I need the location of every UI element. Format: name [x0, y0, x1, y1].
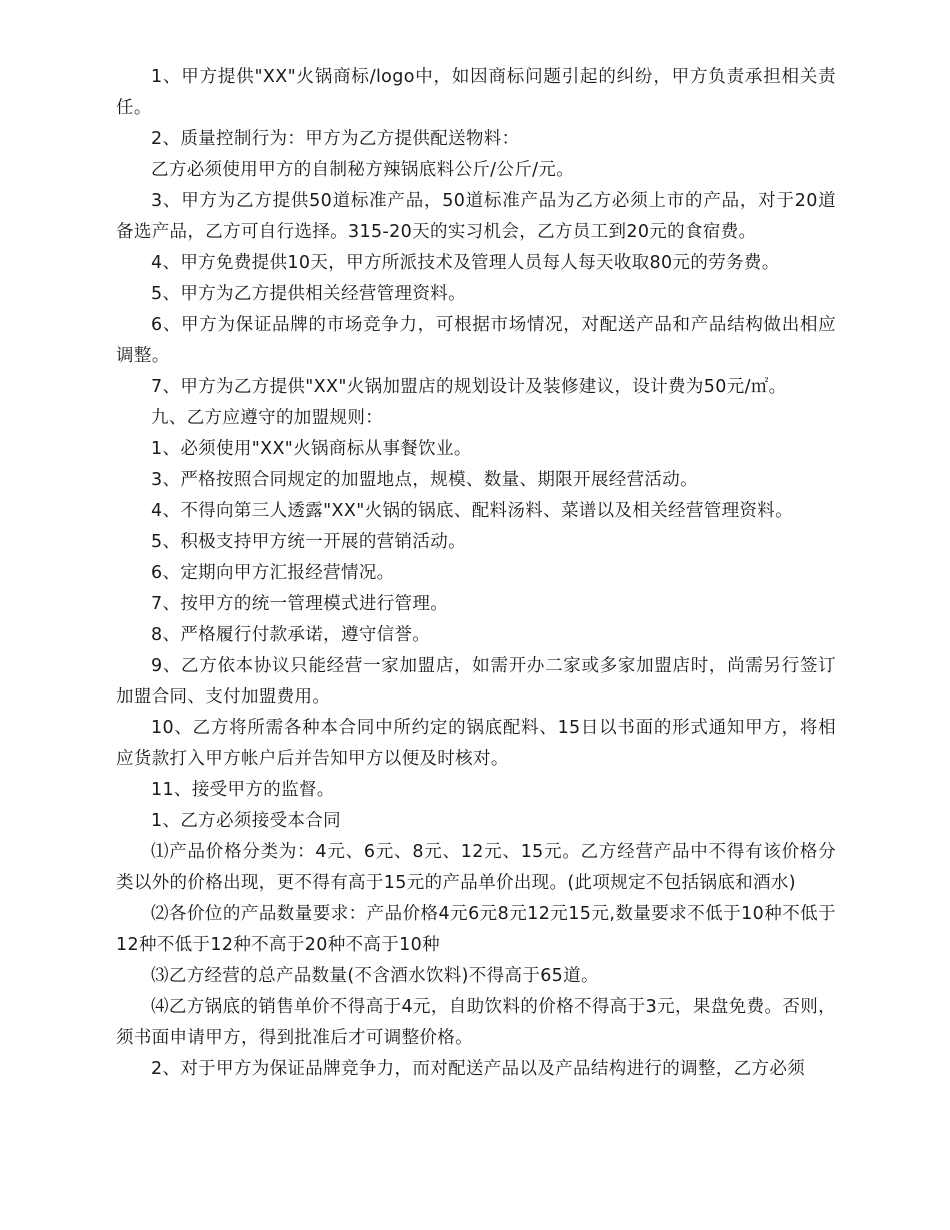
paragraph-5: 4、甲方免费提供10天，甲方所派技术及管理人员每人每天收取80元的劳务费。 — [151, 253, 780, 273]
paragraph-15: 7、按甲方的统一管理模式进行管理。 — [151, 594, 449, 614]
paragraph-16: 8、严格履行付款承诺，遵守信誉。 — [151, 625, 431, 645]
paragraph-21: ⑴产品价格分类为：4元、6元、8元、12元、15元。乙方经营产品中不得有该价格分类以外的价格出现，更不得有高于15元的产品单价出现。(此项规定不包括锅底和酒水) — [116, 842, 836, 893]
paragraph-12: 4、不得向第三人透露"XX"火锅的锅底、配料汤料、菜谱以及相关经营管理资料。 — [151, 501, 794, 521]
paragraph-25: 2、对于甲方为保证品牌竞争力，而对配送产品以及产品结构进行的调整，乙方必须 — [151, 1059, 806, 1079]
paragraph-2: 2、质量控制行为：甲方为乙方提供配送物料： — [151, 129, 520, 149]
document-body — [116, 62, 836, 1085]
paragraph-17: 9、乙方依本协议只能经营一家加盟店，如需开办二家或多家加盟店时，尚需另行签订加盟合同、支付加盟费用。 — [116, 656, 836, 707]
paragraph-8: 7、甲方为乙方提供"XX"火锅加盟店的规划设计及装修建议，设计费为50元/㎡。 — [151, 377, 787, 397]
paragraph-4: 3、甲方为乙方提供50道标准产品，50道标准产品为乙方必须上市的产品，对于20道备选产品，乙方可自行选择。315-20天的实习机会，乙方员工到20元的食宿费。 — [116, 191, 836, 242]
paragraph-1: 1、甲方提供"XX"火锅商标/logo中，如因商标问题引起的纠纷，甲方负责承担相关责任。 — [116, 67, 836, 118]
paragraph-24: ⑷乙方锅底的销售单价不得高于4元，自助饮料的价格不得高于3元，果盘免费。否则，须书面申请甲方，得到批准后才可调整价格。 — [116, 997, 836, 1048]
paragraph-11: 3、严格按照合同规定的加盟地点，规模、数量、期限开展经营活动。 — [151, 470, 698, 490]
paragraph-14: 6、定期向甲方汇报经营情况。 — [151, 563, 395, 583]
section-heading-9: 九、乙方应遵守的加盟规则： — [151, 408, 384, 428]
paragraph-13: 5、积极支持甲方统一开展的营销活动。 — [151, 532, 466, 552]
paragraph-18: 10、乙方将所需各种本合同中所约定的锅底配料、15日以书面的形式通知甲方，将相应货款打入甲方帐户后并告知甲方以便及时核对。 — [116, 718, 836, 769]
paragraph-19: 11、接受甲方的监督。 — [151, 780, 335, 800]
paragraph-10: 1、必须使用"XX"火锅商标从事餐饮业。 — [151, 439, 472, 459]
paragraph-20: 1、乙方必须接受本合同 — [151, 811, 341, 831]
paragraph-6: 5、甲方为乙方提供相关经营管理资料。 — [151, 284, 466, 304]
paragraph-7: 6、甲方为保证品牌的市场竞争力，可根据市场情况，对配送产品和产品结构做出相应调整。 — [116, 315, 836, 366]
paragraph-22: ⑵各价位的产品数量要求：产品价格4元6元8元12元15元,数量要求不低于10种不低于12种不低于12种不高于20种不高于10种 — [116, 904, 836, 955]
paragraph-3: 乙方必须使用甲方的自制秘方辣锅底料公斤/公斤/元。 — [151, 160, 575, 180]
paragraph-23: ⑶乙方经营的总产品数量(不含酒水饮料)不得高于65道。 — [151, 966, 599, 986]
